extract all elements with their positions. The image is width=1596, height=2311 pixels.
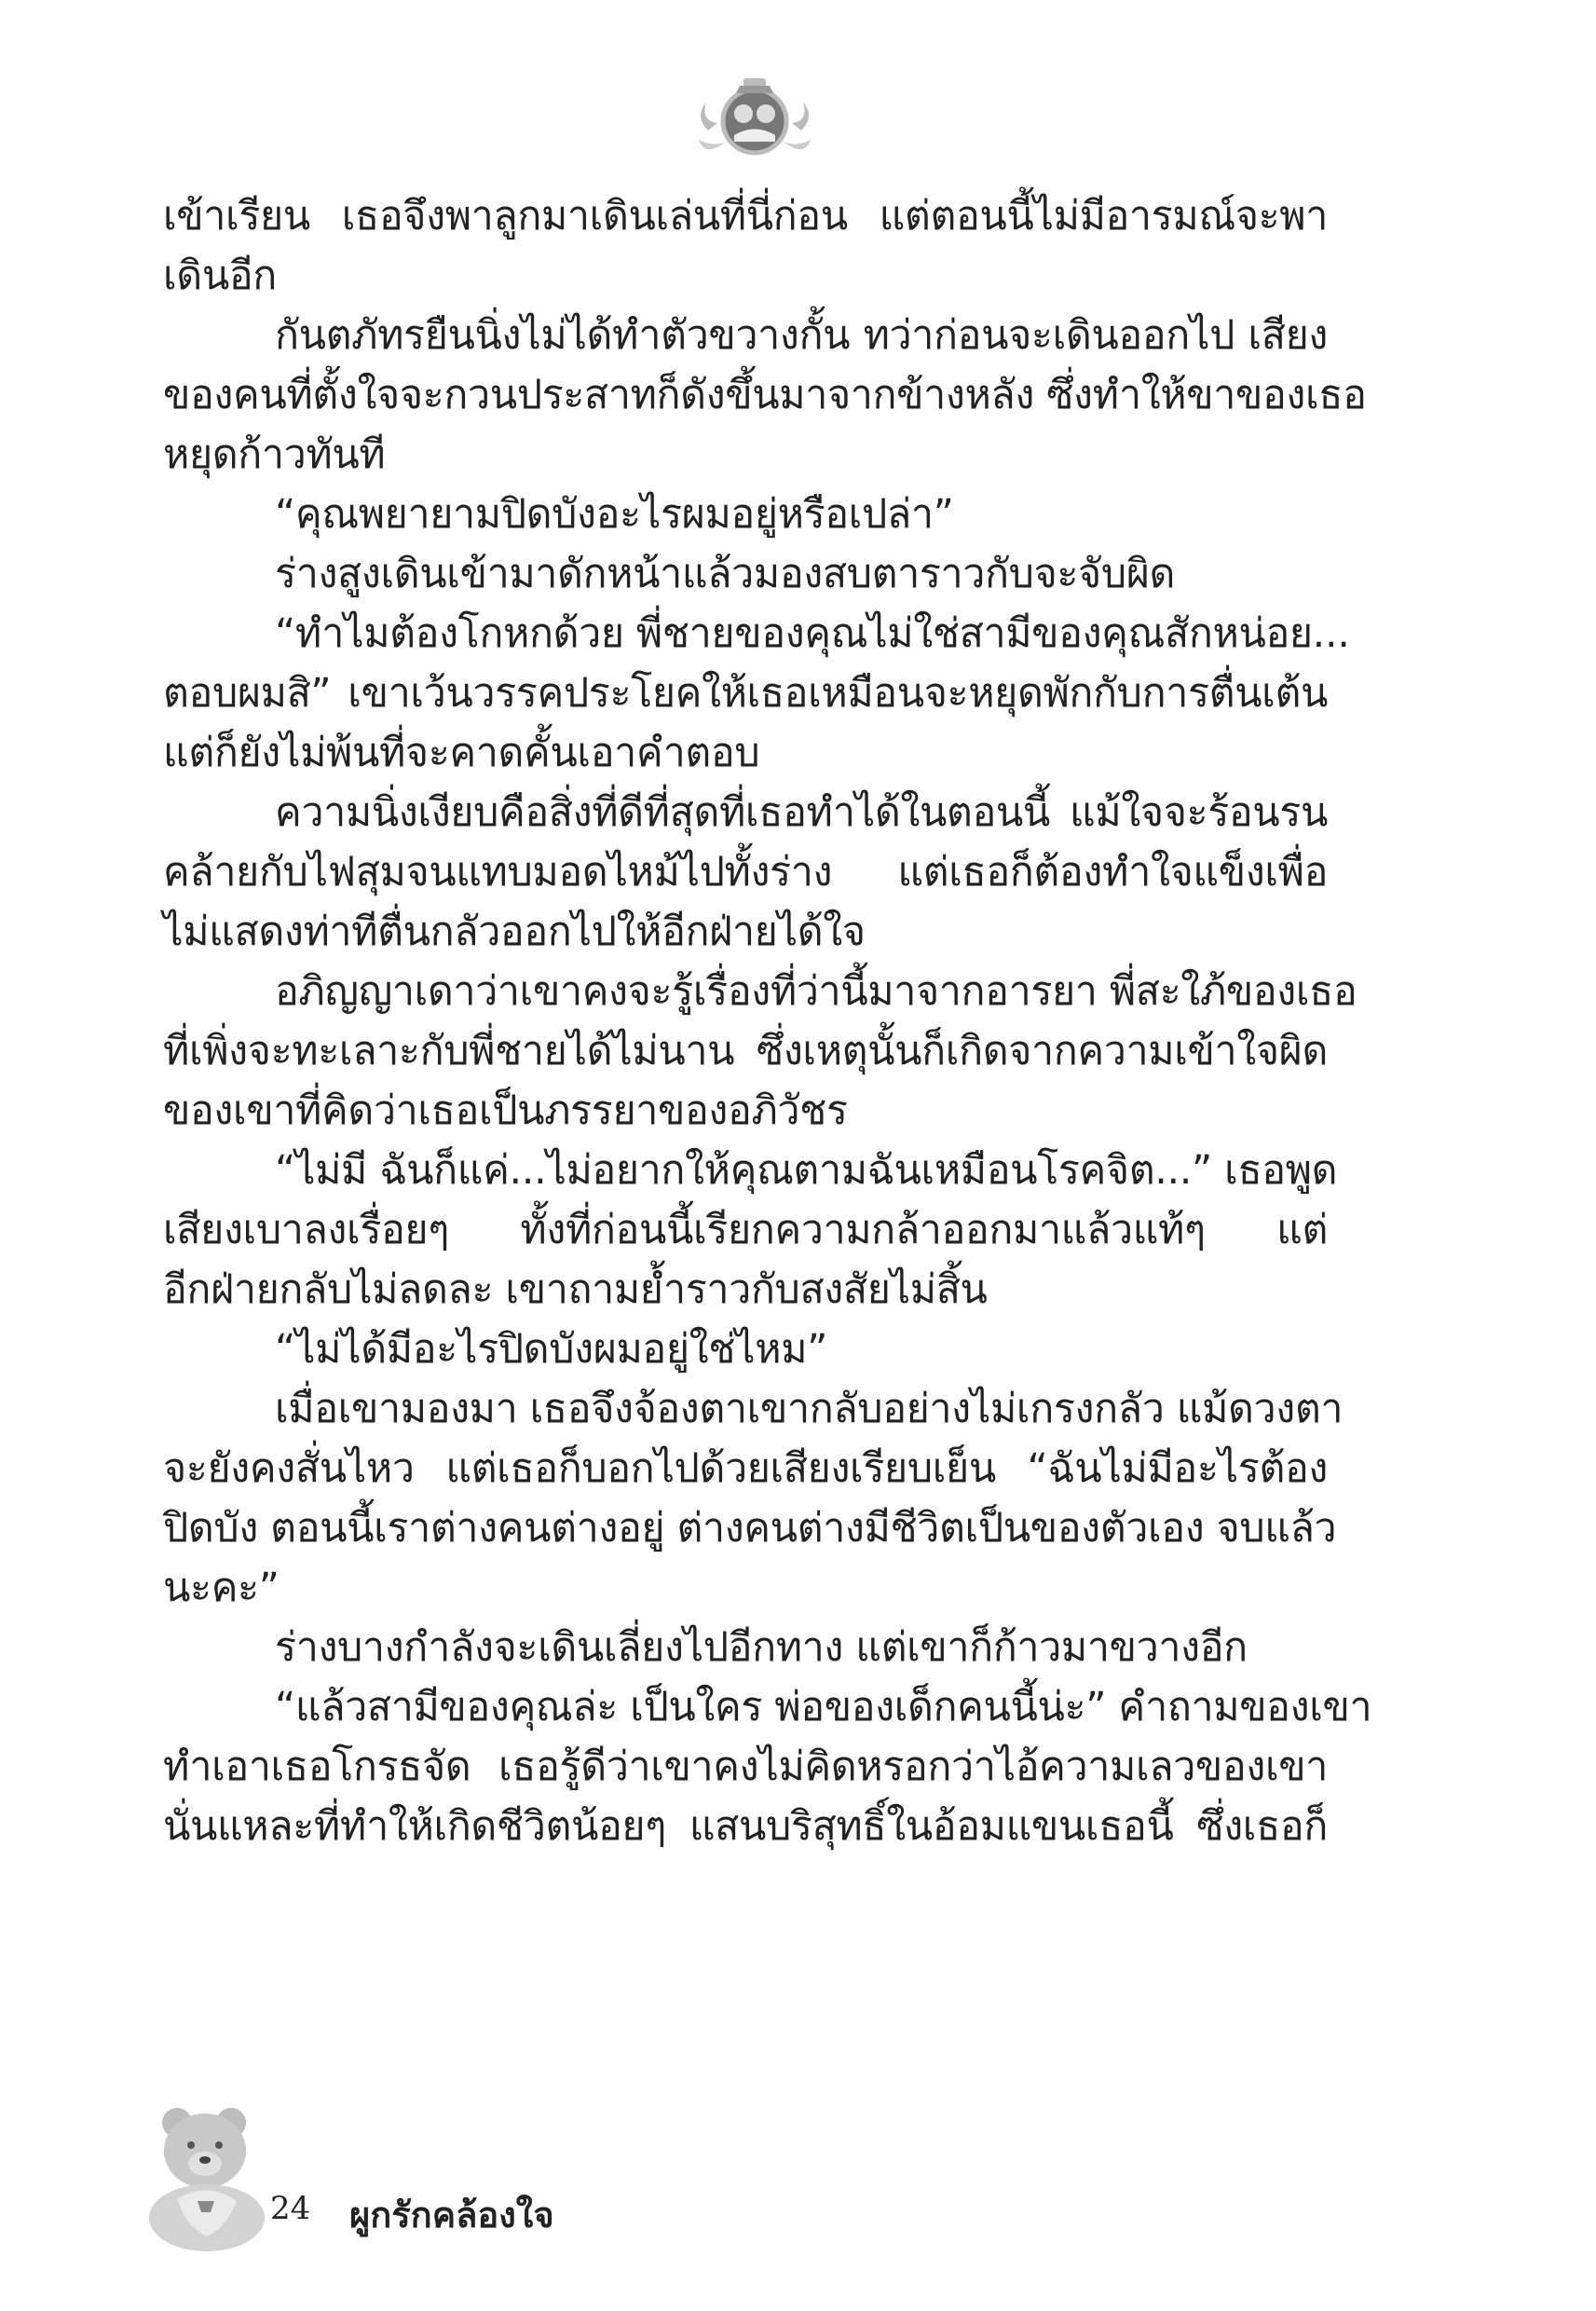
text-line: ของคนที่ตั้งใจจะกวนประสาทก็ดังขึ้นมาจากข้างหลัง ซึ่งทำให้ขาของเธอ <box>163 372 1367 418</box>
text-line: อภิญญาเดาว่าเขาคงจะรู้เรื่องที่ว่านี้มาจากอารยา พี่สะใภ้ของเธอ <box>275 968 1357 1015</box>
page-footer <box>140 2097 792 2264</box>
text-line: ไม่แสดงท่าทีตื่นกลัวออกไปให้อีกฝ่ายได้ใจ <box>163 909 866 955</box>
text-line: “ไม่มี ฉันก็แค่...ไม่อยากให้คุณตามฉันเหมือนโรคจิต...” เธอพูด <box>275 1147 1338 1194</box>
text-line: ตอบผมสิ” เขาเว้นวรรคประโยคให้เธอเหมือนจะหยุดพักกับการตื่นเต้น <box>163 670 1328 717</box>
text-line: หยุดก้าวทันที <box>163 431 386 478</box>
text-line: ร่างสูงเดินเข้ามาดักหน้าแล้วมองสบตาราวกับจะจับผิด <box>275 551 1176 597</box>
text-line: แต่ก็ยังไม่พ้นที่จะคาดคั้นเอาคำตอบ <box>163 730 760 776</box>
text-line: “คุณพยายามปิดบังอะไรผมอยู่หรือเปล่า” <box>275 491 954 538</box>
text-line: เสียงเบาลงเรื่อยๆ ทั้งที่ก่อนนี้เรียกความกล้าออกมาแล้วแท้ๆ แต่ <box>163 1207 1328 1253</box>
text-line: “ทำไมต้องโกหกด้วย พี่ชายของคุณไม่ใช่สามีของคุณสักหน่อย... <box>275 610 1350 657</box>
text-line: จะยังคงสั่นไหว แต่เธอก็บอกไปด้วยเสียงเรียบเย็น “ฉันไม่มีอะไรต้อง <box>163 1445 1328 1492</box>
text-line: “ไม่ได้มีอะไรปิดบังผมอยู่ใช่ไหม” <box>275 1326 828 1373</box>
book-title: ผูกรักคล้องใจ <box>349 2195 554 2236</box>
text-line: เมื่อเขามองมา เธอจึงจ้องตาเขากลับอย่างไม่เกรงกลัว แม้ดวงตา <box>275 1386 1344 1432</box>
text-line: เดินอีก <box>163 253 277 299</box>
text-line: ที่เพิ่งจะทะเลาะกับพี่ชายได้ไม่นาน ซึ่งเหตุนั้นก็เกิดจากความเข้าใจผิด <box>163 1028 1328 1074</box>
page-number: 24 <box>270 2190 311 2227</box>
teddy-bear-icon <box>140 2097 280 2255</box>
text-line: กันตภัทรยืนนิ่งไม่ได้ทำตัวขวางกั้น ทว่าก่อนจะเดินออกไป เสียง <box>275 312 1328 359</box>
text-line: “แล้วสามีของคุณล่ะ เป็นใคร พ่อของเด็กคนนี้น่ะ” คำถามของเขา <box>275 1684 1372 1730</box>
text-line: เข้าเรียน เธอจึงพาลูกมาเดินเล่นที่นี่ก่อน แต่ตอนนี้ไม่มีอารมณ์จะพา <box>163 193 1328 239</box>
text-line: คล้ายกับไฟสุมจนแทบมอดไหม้ไปทั้งร่าง แต่เธอก็ต้องทำใจแข็งเพื่อ <box>163 849 1328 896</box>
text-line: นะคะ” <box>163 1565 280 1611</box>
text-line: ความนิ่งเงียบคือสิ่งที่ดีที่สุดที่เธอทำได้ในตอนนี้ แม้ใจจะร้อนรน <box>275 789 1328 836</box>
text-line: ร่างบางกำลังจะเดินเลี่ยงไปอีกทาง แต่เขาก็ก้าวมาขวางอีก <box>275 1624 1248 1671</box>
text-line: อีกฝ่ายกลับไม่ลดละ เขาถามย้ำราวกับสงสัยไม่สิ้น <box>163 1266 988 1313</box>
text-line: นั่นแหละที่ทำให้เกิดชีวิตน้อยๆ แสนบริสุทธิ์ในอ้อมแขนเธอนี้ ซึ่งเธอก็ <box>163 1803 1328 1850</box>
text-line: ปิดบัง ตอนนี้เราต่างคนต่างอยู่ ต่างคนต่างมีชีวิตเป็นของตัวเอง จบแล้ว <box>163 1505 1337 1552</box>
text-line: ทำเอาเธอโกรธจัด เธอรู้ดีว่าเขาคงไม่คิดหรอกว่าไอ้ความเลวของเขา <box>163 1744 1328 1790</box>
body-text <box>163 186 1372 1856</box>
text-line: ของเขาที่คิดว่าเธอเป็นภรรยาของอภิวัชร <box>163 1087 848 1134</box>
header-ornament-icon <box>689 65 820 168</box>
